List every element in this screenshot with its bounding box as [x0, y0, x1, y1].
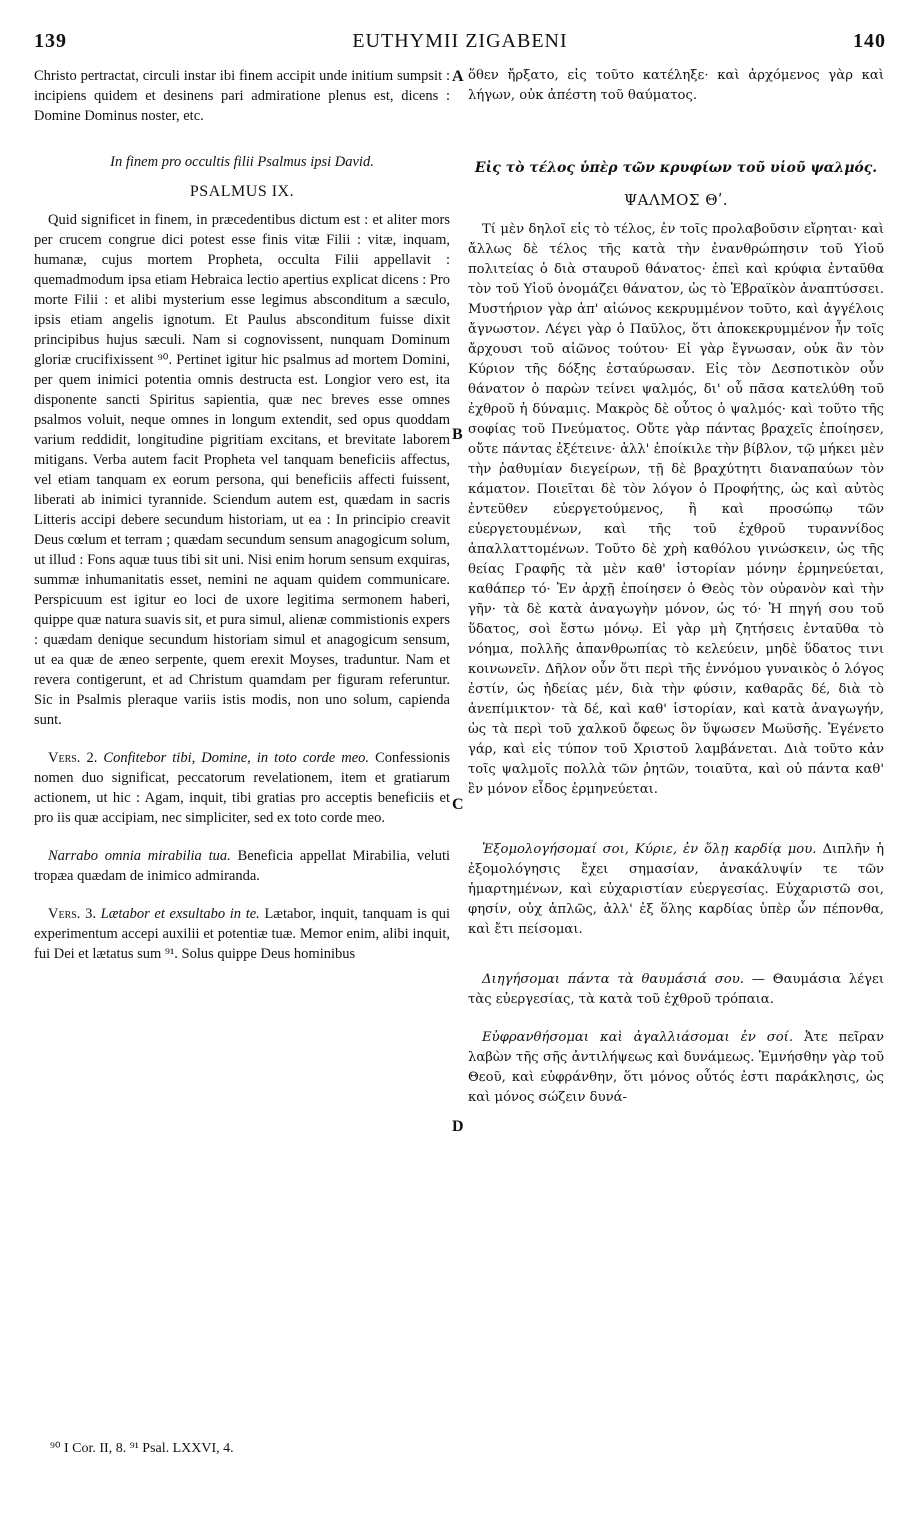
verse-commentary: Beneficia appellat Mirabilia, veluti tropæa quædam de inimico admiranda. — [34, 848, 451, 884]
verse-lemma: Narrabo omnia mirabilia tua. — [48, 848, 231, 864]
verse-lemma: Εὐφρανθήσομαι καὶ ἀγαλλιάσομαι ἐν σοί. — [482, 1030, 794, 1045]
latin-commentary-paragraph: Quid significet in finem, in præcedentibus dictum est : et aliter mors per crucem congrue dici potest esse finis vitæ Filii : vitæ, inquam, humanæ, cujus mortem Propheta, occulta Filii appellavit : quemadmodum ipsa etiam Hebraica lectio apertius explicat dicens : Pro morte Filii : et alibi mysterium esse legimus absconditum a sæculo, ipsis etiam angelis ignotum. Et Paulus absconditum fuisse dixit principibus hujus sæculi. Nam si cognovissent, nunquam Dominum gloriæ crucifixissent ⁹⁰. Pertinet igitur hic psalmus ad mortem Domini, per quem inimici potentia omnis destructa est. Longior vero est, ita disponente sancti Spiritus sapientia, quæ nec breves esse omnes psalmos voluit, neque omnes in longum extendit, sed opus quoddam varium reddidit, longitudine pigritiam excitans, et brevitate laborem mitigans. Verba autem facit Propheta vel tanquam beneficiis affectus, vel etiam tanquam ex eorum persona, qui beneficiis affecti fuissent, liberati ab inimici tyrannide. Sciendum autem est, quædam in sacris Litteris accipi debere secundum historiam, ut ea : In principio creavit Deus cœlum et terram ; quædam secundum sensum anagogicum solum, ut illud : Fons aquæ tuus tibi sit uni. Nisi enim horum sensum exquiras, summæ inhumanitatis esset, nemini ne aquam quidem communicare. Perspicuum est igitur eo loci de uxore legitima sermonem haberi, quippe quæ natura suavis sit, et pura simul, alienæ commistionis expers : quædam denique secundum historiam simul et anagogicum sensum, ut ea quæ de æneo serpente, quem erexit Moyses, traduntur. Nam et revera contigerunt, et ad Christum quamdam per figuram referuntur. Sic in Psalmis pleraque variis istis modis, non uno solum, capienda sunt. — [34, 212, 450, 728]
greek-narrabo — [468, 970, 884, 1010]
verse-lemma: Confitebor tibi, Domine, in toto corde meo. — [103, 750, 370, 766]
verse-lemma: Ἐξομολογήσομαί σοι, Κύριε, ἐν ὅλῃ καρδίᾳ μου. — [482, 842, 817, 857]
verse-label: Vers. 2. — [48, 750, 98, 766]
latin-psalm-title: PSALMUS IX. — [189, 183, 295, 200]
greek-psalm-subtitle: Εἰς τὸ τέλος ὑπὲρ τῶν κρυφίων τοῦ υἱοῦ ψαλμός. — [474, 160, 878, 176]
verse-lemma: Διηγήσομαι πάντα τὰ θαυμάσιά σου. — [482, 972, 744, 987]
greek-verse-2 — [468, 840, 884, 940]
margin-letter-a: A — [452, 68, 464, 85]
latin-psalm-subtitle: In finem pro occultis filii Psalmus ipsi David. — [110, 154, 374, 170]
latin-verse-2 — [34, 748, 450, 828]
verse-commentary: Lætabor, inquit, tanquam is qui experimentum accepi auxilii et potentiæ tuæ. Memor enim, alibi inquit, fui Dei et lætatus sum ⁹¹. Solus quippe Deus hominibus — [34, 906, 451, 962]
page-number-left: 139 — [34, 30, 67, 52]
verse-lemma: Lætabor et exsultabo in te. — [100, 906, 260, 922]
verse-commentary: Ἀτε πεῖραν λαβὼν τῆς σῆς ἀντιλήψεως καὶ δυνάμεως. Ἐμνήσθην γὰρ τοῦ Θεοῦ, καὶ εὐφράνθην, ὅτι μόνος οὗτός ἐστι παράκλησις, ὡς καὶ μόνος σώζειν δυνά- — [468, 1030, 884, 1105]
verse-label: Vers. 3. — [48, 906, 96, 922]
latin-narrabo — [34, 846, 450, 886]
footnotes: ⁹⁰ I Cor. II, 8. ⁹¹ Psal. LXXVI, 4. — [50, 1441, 234, 1456]
latin-intro: Christo pertractat, circuli instar ibi finem accipit unde initium sumpsit : incipiens quidem et desinens pari admiratione plenus est, dicens : Domine Dominus noster, etc. — [34, 68, 450, 124]
running-title: EUTHYMII ZIGABENI — [352, 30, 568, 52]
greek-commentary-paragraph: Τί μὲν δηλοῖ εἰς τὸ τέλος, ἐν τοῖς προλαβοῦσιν εἴρηται· καὶ ἄλλως δὲ τέλος τῆς κατὰ τὴν ἐνανθρώπησιν τοῦ Υἱοῦ πολιτείας ὁ διὰ σταυροῦ θάνατος· ἐπεὶ καὶ κρύφια ἐνταῦθα τὸν τοῦ Υἱοῦ ὀνομάζει θάνατον, ὡς τὸ Ἑβραϊκὸν ἀναπτύσσει. Μυστήριον γὰρ ἀπ' αἰώνος κεκρυμμένον τοῦτο, καὶ ἀγγέλοις ἄγνωστον. Λέγει γὰρ ὁ Παῦλος, ὅτι ἀποκεκρυμμένον ἦν τοῖς ἄρχουσι τοῦ αἰῶνος τούτου· Εἰ γὰρ ἔγνωσαν, οὐκ ἂν τὸν Κύριον τῆς δόξης ἐσταύρωσαν. Εἰς τὸν Δεσποτικὸν οὖν θάνατον ὁ παρὼν τείνει ψαλμός, δι' οὗ πᾶσα κατελύθη τοῦ ἐχθροῦ ἡ δύναμις. Μακρὸς δὲ οὗτος ὁ ψαλμός· καὶ τοῦτο τῆς σοφίας τοῦ Πνεύματος. Οὔτε γὰρ πάντας βραχεῖς ἐποίησεν, οὔτε πάντας ἐξέτεινε· ἀλλ' ἐποίκιλε τὴν βίβλον, τῷ μήκει μὲν τὴν ῥαθυμίαν διεγείρων, τῇ δὲ βραχύτητι διαναπαύων τὸν κάματον. Ποιεῖται δὲ τὸν λόγον ὁ Προφήτης, ὡς καὶ αὐτὸς ἐντεῦθεν εὐεργετούμενος, ἢ καὶ προσώπῳ τῶν εὐεργετουμένων, καὶ τῆς τοῦ ἐχθροῦ τυραννίδος ἀπαλλαττομένων. Τοῦτο δὲ χρὴ καθόλου γινώσκειν, ὡς τῆς θείας Γραφῆς τὰ μὲν καθ' ἱστορίαν μόνην ἑρμηνεύεται, καθάπερ τό· Ἐν ἀρχῇ ἐποίησεν ὁ Θεὸς τὸν οὐρανὸν καὶ τὴν γῆν· τὰ δὲ κατὰ ἀναγωγὴν μόνον, ὡς τό· Ἡ πηγή σου τοῦ ὕδατος, σοὶ ἔστω μόνῳ. Εἰ γὰρ μὴ ζητήσεις ἐνταῦθα τὸ νόημα, πολλῆς ἀπανθρωπίας τὸ κελεύειν, μηδὲ ὕδατος τινι κοινωνεῖν. Δῆλον οὖν ὅτι περὶ τῆς ἐννόμου γυναικὸς ὁ λόγος ἐστίν, ὡς ἡδείας μέν, διὰ τὴν φύσιν, καθαρᾶς δέ, διὰ τὸ ἀνεπίμικτον· τὰ δέ, καὶ καθ' ἱστορίαν, καὶ κατὰ ἀναγωγήν, ὡς τὰ περὶ τοῦ χαλκοῦ ὄφεως ὃν ὕψωσεν Μωϋσῆς. Ἐγένετο γάρ, καὶ εἰς τύπον τοῦ Χριστοῦ λαμβάνεται. Διὰ τοῦτο κἀν τοῖς ψαλμοῖς πολλὰ τῶν ῥητῶν, τοιαῦτα, καὶ οὐ πάντα καθ' ἓν μόνον εἶδος ἑρμηνεύεται. — [468, 222, 884, 797]
verse-commentary: — Θαυμάσια λέγει τὰς εὐεργεσίας, τὰ κατὰ τοῦ ἐχθροῦ τρόπαια. — [468, 972, 884, 1007]
latin-column — [34, 66, 450, 964]
latin-verse-3 — [34, 904, 450, 964]
greek-psalm-title: ΨΑΛΜΟΣ Θʹ. — [623, 191, 729, 209]
page-header — [34, 30, 886, 60]
margin-letter-d: D — [452, 1118, 464, 1135]
margin-letter-c: C — [452, 796, 464, 813]
verse-commentary: Διπλῆν ἡ ἐξομολόγησις ἔχει σημασίαν, ἀνακάλυψίν τε τῶν ἡμαρτημένων, καὶ εὐχαριστίαν εὐεργεσίας. Εὐχαριστῶ σοι, φησίν, οὐχ ἁπλῶς, ἀλλ' ἐξ ὅλης καρδίας ὑπὲρ ὧν πέπονθα, καὶ ἔτι πείσομαι. — [468, 842, 884, 937]
greek-verse-3 — [468, 1028, 884, 1108]
margin-letter-b: B — [452, 426, 463, 443]
greek-intro: ὅθεν ἤρξατο, εἰς τοῦτο κατέληξε· καὶ ἀρχόμενος γὰρ καὶ λήγων, οὐκ ἀπέστη τοῦ θαύματος. — [468, 68, 884, 103]
verse-commentary: Confessionis nomen duo significat, peccatorum revelationem, item et gratiarum actionem, ut hic : Agam, inquit, tibi gratias pro acceptis beneficiis et pro iis quæ accipiam, nec simpliciter, sed ex toto corde meo. — [34, 750, 451, 826]
page-number-right: 140 — [853, 30, 886, 52]
greek-column — [468, 66, 884, 1108]
